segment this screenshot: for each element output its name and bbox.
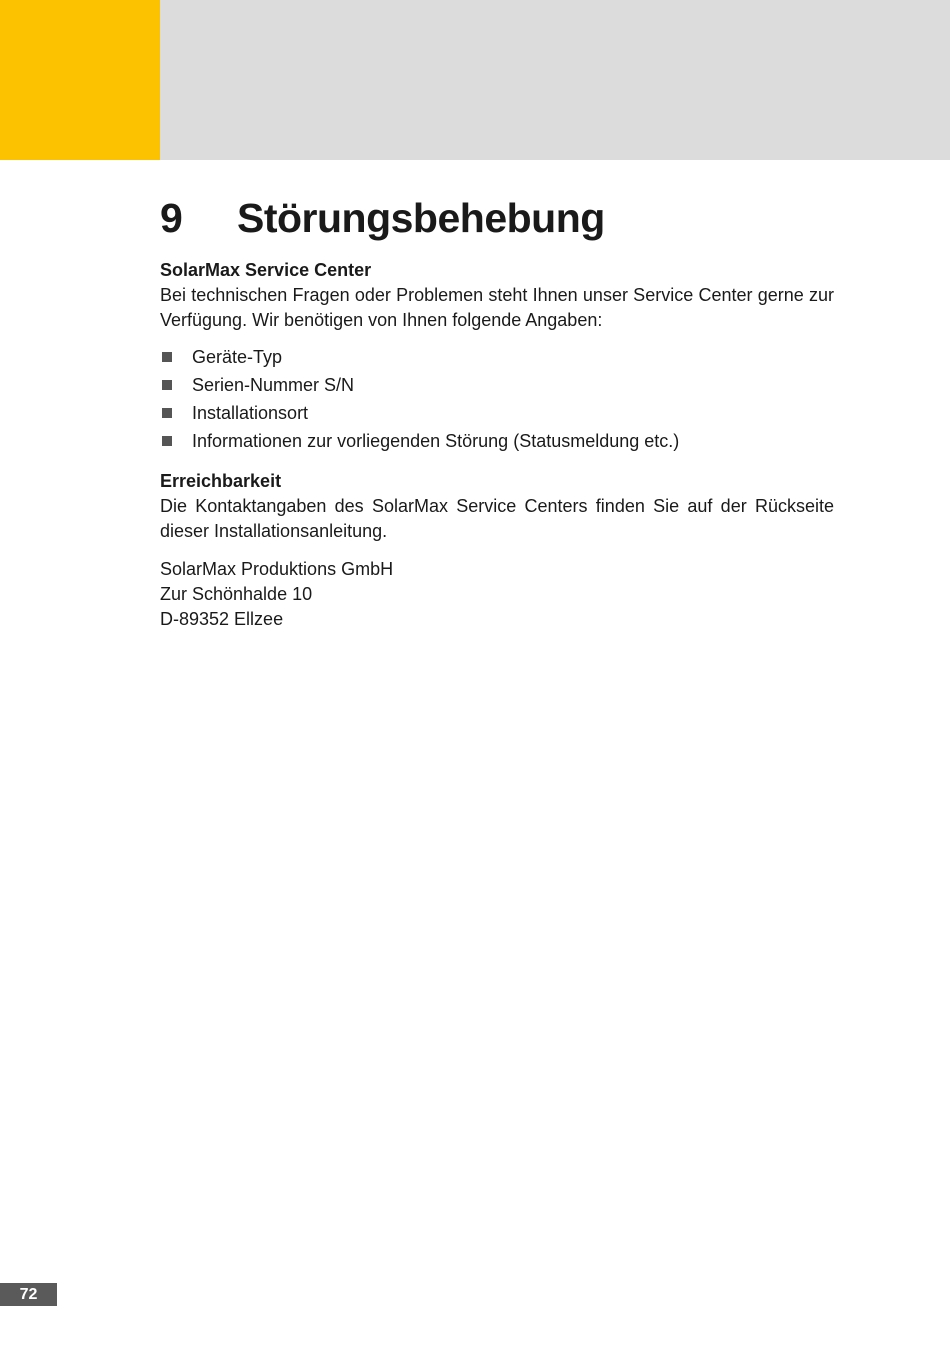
page-number: 72 [19,1285,38,1303]
address-city: D-89352 Ellzee [160,609,284,629]
list-item [160,399,834,427]
list-item [160,343,834,371]
list-item-text: Installationsort [192,403,309,423]
service-center-heading: SolarMax Service Center [160,260,372,280]
company-address [160,557,834,632]
page-number-badge [0,1283,57,1306]
service-center-intro: Bei technischen Fragen oder Problemen steht Ihnen unser Service Center gerne zur Verfügung. Wir benötigen von Ihnen folgende Angaben: [160,285,834,330]
header-accent-block [0,0,160,160]
list-item [160,427,834,455]
list-item [160,371,834,399]
reachability-text: Die Kontaktangaben des SolarMax Service Centers finden Sie auf der Rückseite dieser Installationsanleitung. [160,496,834,541]
list-item-text: Geräte-Typ [192,347,283,367]
chapter-number: 9 [160,195,183,241]
main-content [160,258,834,632]
square-bullet-icon [162,408,172,418]
square-bullet-icon [162,352,172,362]
list-item-text: Serien-Nummer S/N [192,375,355,395]
square-bullet-icon [162,380,172,390]
square-bullet-icon [162,436,172,446]
address-street: Zur Schönhalde 10 [160,584,313,604]
header-band [160,0,950,160]
reachability-heading: Erreichbarkeit [160,471,282,491]
list-item-text: Informationen zur vorliegenden Störung (Statusmeldung etc.) [192,431,680,451]
chapter-heading [160,193,605,243]
required-info-list [160,343,834,455]
address-company: SolarMax Produktions GmbH [160,559,394,579]
chapter-title: Störungsbehebung [237,195,605,241]
